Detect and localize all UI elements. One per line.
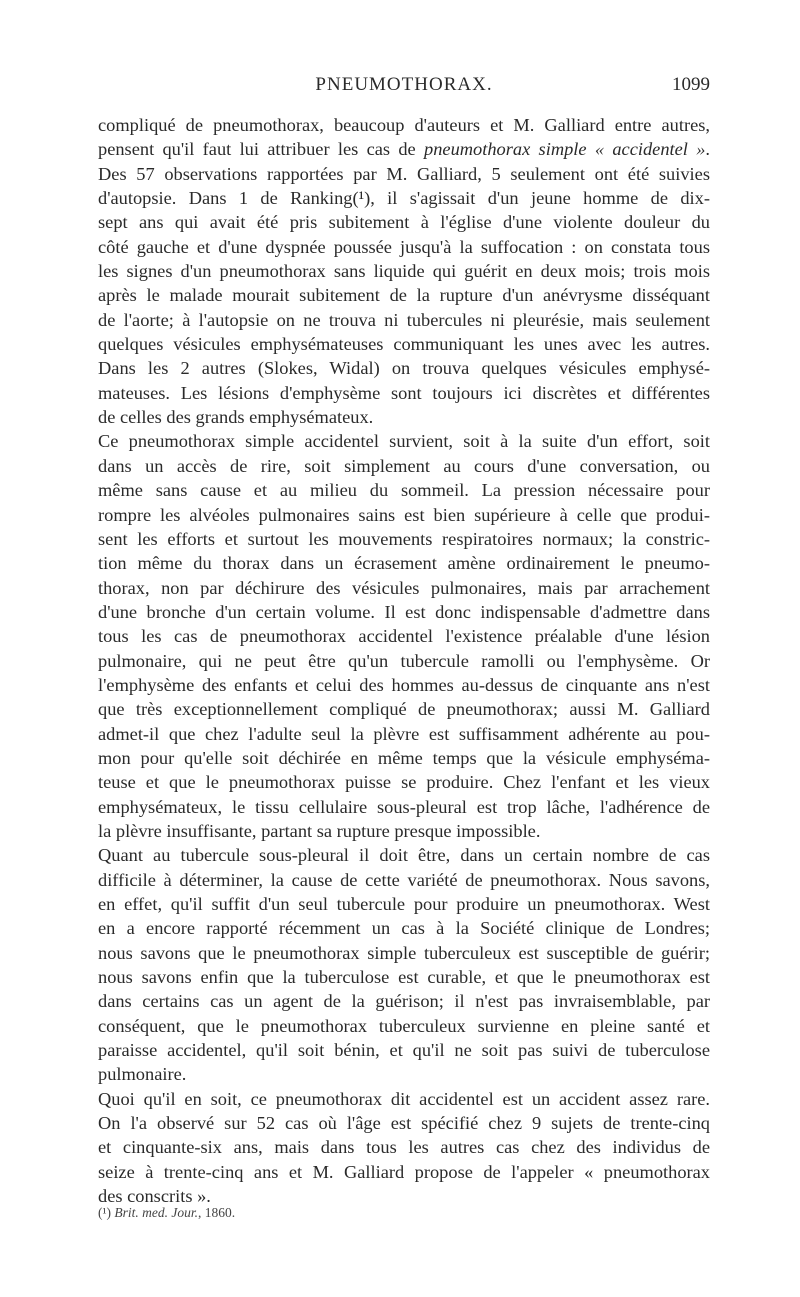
text-line: thorax, non par déchirure des vésicules pulmonaires, mais par arrachement bbox=[98, 577, 710, 598]
text-line: emphysémateux, le tissu cellulaire sous-pleural est trop lâche, l'adhérence de bbox=[98, 796, 710, 817]
text-line: après le malade mourait subitement de la rupture d'un anévrysme disséquant bbox=[98, 285, 710, 306]
text-line: admet-il que chez l'adulte seul la plèvre est suffisamment adhérente au pou- bbox=[98, 723, 710, 744]
text-line: que très exceptionnellement compliqué de pneumothorax; aussi M. Galliard bbox=[98, 699, 710, 720]
text-line: les signes d'un pneumothorax sans liquide qui guérit en deux mois; trois mois bbox=[98, 261, 710, 282]
text-line: pensent qu'il faut lui attribuer les cas de pneumothorax simple « accidentel ». bbox=[98, 139, 710, 160]
page-number: 1099 bbox=[672, 74, 710, 95]
text-line: quelques vésicules emphysémateuses communiquant les unes avec les autres. bbox=[98, 334, 710, 355]
text-line: On l'a observé sur 52 cas où l'âge est spécifié chez 9 sujets de trente-cinq bbox=[98, 1113, 710, 1134]
body-text bbox=[98, 113, 710, 1208]
text-line: en a encore rapporté récemment un cas à la Société clinique de Londres; bbox=[98, 918, 710, 939]
text-line: difficile à déterminer, la cause de cette variété de pneumothorax. Nous savons, bbox=[98, 869, 710, 890]
text-line: d'autopsie. Dans 1 de Ranking(¹), il s'agissait d'un jeune homme de dix- bbox=[98, 188, 710, 209]
text-line: pulmonaire, qui ne peut être qu'un tubercule ramolli ou l'emphysème. Or bbox=[98, 650, 710, 671]
text-line: dans un accès de rire, soit simplement au cours d'une conversation, ou bbox=[98, 455, 710, 476]
text-line: teuse et que le pneumothorax puisse se produire. Chez l'enfant et les vieux bbox=[98, 772, 710, 793]
running-title: PNEUMOTHORAX. bbox=[315, 74, 493, 95]
text-line: la plèvre insuffisante, partant sa rupture presque impossible. bbox=[98, 820, 541, 841]
text-line: mateuses. Les lésions d'emphysème sont toujours ici discrètes et différentes bbox=[98, 382, 710, 403]
text-line: nous savons que le pneumothorax simple tuberculeux est susceptible de guérir; bbox=[98, 942, 710, 963]
text-line: de celles des grands emphysémateux. bbox=[98, 407, 374, 428]
text-line: pulmonaire. bbox=[98, 1064, 187, 1085]
text-line: sept ans qui avait été pris subitement à l'église d'une violente douleur du bbox=[98, 212, 710, 233]
text-line: d'une bronche d'un certain volume. Il est donc indispensable d'admettre dans bbox=[98, 601, 710, 622]
text-line: même sans cause et au milieu du sommeil. La pression nécessaire pour bbox=[98, 480, 710, 501]
text-line: et cinquante-six ans, mais dans tous les autres cas chez des individus de bbox=[98, 1137, 710, 1158]
text-line: Ce pneumothorax simple accidentel survient, soit à la suite d'un effort, soit bbox=[98, 431, 710, 452]
text-line: Quoi qu'il en soit, ce pneumothorax dit accidentel est un accident assez rare. bbox=[98, 1088, 710, 1109]
text-line: nous savons enfin que la tuberculose est curable, et que le pneumothorax est bbox=[98, 967, 710, 988]
text-line: rompre les alvéoles pulmonaires sains est bien supérieure à celle que produi- bbox=[98, 504, 710, 525]
text-line: compliqué de pneumothorax, beaucoup d'auteurs et M. Galliard entre autres, bbox=[98, 115, 710, 135]
footnote: (¹) Brit. med. Jour., 1860. bbox=[98, 1205, 236, 1220]
text-line: Quant au tubercule sous-pleural il doit être, dans un certain nombre de cas bbox=[98, 845, 710, 866]
text-line: tion même du thorax dans un écrasement amène ordinairement le pneumo- bbox=[98, 553, 710, 574]
text-line: tous les cas de pneumothorax accidentel l'existence préalable d'une lésion bbox=[98, 626, 710, 647]
text-line: l'emphysème des enfants et celui des hommes au-dessus de cinquante ans n'est bbox=[98, 674, 710, 695]
text-line: sent les efforts et surtout les mouvements respiratoires normaux; la constric- bbox=[98, 528, 710, 549]
text-line: mon pour qu'elle soit déchirée en même temps que la vésicule emphyséma- bbox=[98, 747, 710, 768]
text-line: dans certains cas un agent de la guérison; il n'est pas invraisemblable, par bbox=[98, 991, 710, 1012]
text-line: conséquent, que le pneumothorax tuberculeux survienne en pleine santé et bbox=[98, 1015, 710, 1036]
text-line: de l'aorte; à l'autopsie on ne trouva ni tubercules ni pleurésie, mais seulement bbox=[98, 309, 710, 330]
text-line: des conscrits ». bbox=[98, 1186, 211, 1207]
page-header bbox=[98, 74, 710, 102]
text-line: Des 57 observations rapportées par M. Galliard, 5 seulement ont été suivies bbox=[98, 163, 710, 184]
text-line: côté gauche et d'une dyspnée poussée jusqu'à la suffocation : on constata tous bbox=[98, 236, 710, 257]
text-line: en effet, qu'il suffit d'un seul tubercule pour produire un pneumothorax. West bbox=[98, 894, 710, 914]
text-line: Dans les 2 autres (Slokes, Widal) on trouva quelques vésicules emphysé- bbox=[98, 358, 710, 379]
text-line: paraisse accidentel, qu'il soit bénin, et qu'il ne soit pas suivi de tuberculose bbox=[98, 1040, 710, 1061]
text-line: seize à trente-cinq ans et M. Galliard propose de l'appeler « pneumothorax bbox=[98, 1161, 710, 1182]
